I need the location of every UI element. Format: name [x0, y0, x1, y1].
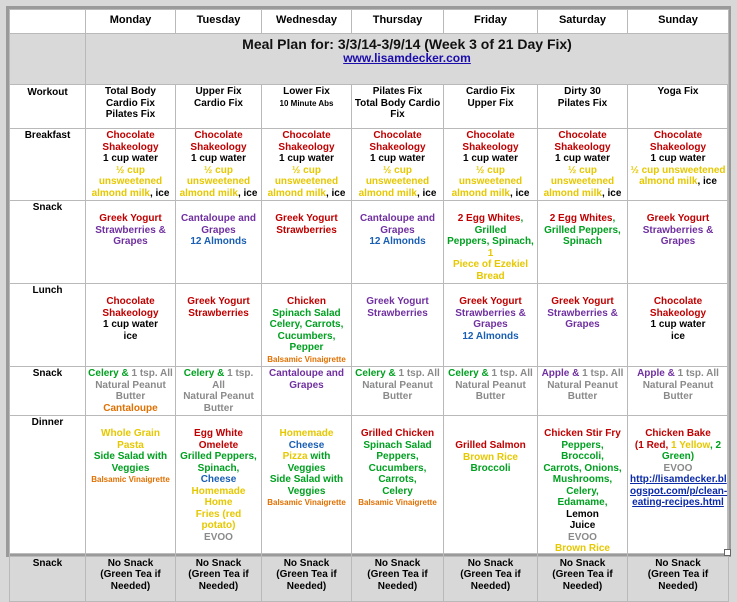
snack-cell: 2 Egg Whites, Grilled Peppers, Spinach: [538, 201, 628, 284]
breakfast-cell: Chocolate Shakeology 1 cup water ½ cup unsweetened almond milk, ice: [176, 129, 262, 201]
snack-row-1: [10, 201, 729, 284]
breakfast-row: [10, 129, 729, 201]
row-label-snack: Snack: [10, 556, 86, 601]
snack-cell: Greek Yogurt Strawberries & Grapes: [628, 201, 729, 284]
corner-cell: [10, 10, 86, 34]
day-header-row: [10, 10, 729, 34]
row-label-lunch: Lunch: [10, 284, 86, 367]
day-header: Wednesday: [262, 10, 352, 34]
lunch-cell: Chocolate Shakeology 1 cup water ice: [86, 284, 176, 367]
meal-plan-table: [9, 9, 729, 602]
snack-row-2: [10, 367, 729, 416]
site-link[interactable]: www.lisamdecker.com: [343, 51, 471, 65]
workout-cell: Dirty 30 Pilates Fix: [538, 85, 628, 129]
lunch-cell: Greek Yogurt Strawberries: [352, 284, 444, 367]
snack-cell: Celery & 1 tsp. All Natural Peanut Butter Cantaloupe: [86, 367, 176, 416]
snack-cell: No Snack (Green Tea if Needed): [444, 556, 538, 601]
lunch-cell: Greek Yogurt Strawberries & Grapes: [538, 284, 628, 367]
title-row: [10, 34, 729, 85]
day-header: Friday: [444, 10, 538, 34]
day-header: Tuesday: [176, 10, 262, 34]
dinner-cell: Homemade Cheese Pizza with Veggies Side Salad with Veggies Balsamic Vinaigrette: [262, 416, 352, 557]
workout-cell: Cardio Fix Upper Fix: [444, 85, 538, 129]
snack-cell: Celery & 1 tsp. All Natural Peanut Butter: [176, 367, 262, 416]
dinner-cell: Grilled Salmon Brown Rice Broccoli: [444, 416, 538, 557]
lunch-cell: Greek Yogurt Strawberries: [176, 284, 262, 367]
day-header: Saturday: [538, 10, 628, 34]
recipe-link[interactable]: ogspot.com/p/clean-: [630, 485, 728, 497]
lunch-cell: Chocolate Shakeology 1 cup water ice: [628, 284, 729, 367]
meal-plan-sheet: [6, 6, 731, 592]
workout-cell: Upper Fix Cardio Fix: [176, 85, 262, 129]
snack-cell: Greek Yogurt Strawberries & Grapes: [86, 201, 176, 284]
dinner-cell: Chicken Bake (1 Red, 1 Yellow, 2 Green) EVOO http://lisamdecker.bl ogspot.com/p/clean- eating-recipes.html: [628, 416, 729, 557]
snack-cell: Cantaloupe and Grapes 12 Almonds: [352, 201, 444, 284]
day-header: Monday: [86, 10, 176, 34]
row-label-snack: Snack: [10, 367, 86, 416]
snack-cell: Apple & 1 tsp. All Natural Peanut Butter: [628, 367, 729, 416]
lunch-cell: Chicken Spinach Salad Celery, Carrots, Cucumbers, Pepper Balsamic Vinaigrette: [262, 284, 352, 367]
recipe-link[interactable]: eating-recipes.html: [632, 497, 724, 508]
dinner-row: [10, 416, 729, 557]
snack-row-3: [10, 556, 729, 601]
resize-handle[interactable]: [724, 549, 731, 556]
snack-cell: No Snack (Green Tea if Needed): [538, 556, 628, 601]
lunch-row: [10, 284, 729, 367]
snack-cell: No Snack (Green Tea if Needed): [262, 556, 352, 601]
snack-cell: No Snack (Green Tea if Needed): [628, 556, 729, 601]
title-cell: [86, 34, 729, 85]
snack-cell: Celery & 1 tsp. All Natural Peanut Butter: [352, 367, 444, 416]
row-label-snack: Snack: [10, 201, 86, 284]
workout-cell: Total Body Cardio Fix Pilates Fix: [86, 85, 176, 129]
snack-cell: No Snack (Green Tea if Needed): [352, 556, 444, 601]
day-header: Sunday: [628, 10, 729, 34]
breakfast-cell: Chocolate Shakeology 1 cup water ½ cup unsweetened almond milk, ice: [444, 129, 538, 201]
breakfast-cell: Chocolate Shakeology 1 cup water ½ cup unsweetened almond milk, ice: [628, 129, 729, 201]
dinner-cell: Egg White Omelete Grilled Peppers, Spinach, Cheese Homemade Home Fries (red potato) EVOO: [176, 416, 262, 557]
snack-cell: Celery & 1 tsp. All Natural Peanut Butter: [444, 367, 538, 416]
snack-cell: Cantaloupe and Grapes 12 Almonds: [176, 201, 262, 284]
workout-cell: Pilates Fix Total Body Cardio Fix: [352, 85, 444, 129]
row-label-dinner: Dinner: [10, 416, 86, 557]
row-label-workout: Workout: [10, 85, 86, 129]
page-title: Meal Plan for: 3/3/14-3/9/14 (Week 3 of 21 Day Fix): [242, 36, 572, 52]
row-label-breakfast: Breakfast: [10, 129, 86, 201]
breakfast-cell: Chocolate Shakeology 1 cup water ½ cup unsweetened almond milk, ice: [86, 129, 176, 201]
day-header: Thursday: [352, 10, 444, 34]
snack-cell: Apple & 1 tsp. All Natural Peanut Butter: [538, 367, 628, 416]
workout-row: [10, 85, 729, 129]
dinner-cell: Chicken Stir Fry Peppers, Broccoli, Carrots, Onions, Mushrooms, Celery, Edamame, Lemon Juice EVOO Brown Rice: [538, 416, 628, 557]
title-left-cell: [10, 34, 86, 85]
breakfast-cell: Chocolate Shakeology 1 cup water ½ cup unsweetened almond milk, ice: [538, 129, 628, 201]
snack-cell: Cantaloupe and Grapes: [262, 367, 352, 416]
breakfast-cell: Chocolate Shakeology 1 cup water ½ cup unsweetened almond milk, ice: [262, 129, 352, 201]
dinner-cell: Grilled Chicken Spinach Salad Peppers, Cucumbers, Carrots, Celery Balsamic Vinaigrette: [352, 416, 444, 557]
snack-cell: No Snack (Green Tea if Needed): [86, 556, 176, 601]
workout-cell: Lower Fix 10 Minute Abs: [262, 85, 352, 129]
snack-cell: No Snack (Green Tea if Needed): [176, 556, 262, 601]
snack-cell: Greek Yogurt Strawberries: [262, 201, 352, 284]
workout-cell: Yoga Fix: [628, 85, 729, 129]
lunch-cell: Greek Yogurt Strawberries & Grapes 12 Almonds: [444, 284, 538, 367]
breakfast-cell: Chocolate Shakeology 1 cup water ½ cup unsweetened almond milk, ice: [352, 129, 444, 201]
recipe-link[interactable]: http://lisamdecker.bl: [630, 474, 727, 485]
snack-cell: 2 Egg Whites, Grilled Peppers, Spinach, 1 Piece of Ezekiel Bread: [444, 201, 538, 284]
dinner-cell: Whole Grain Pasta Side Salad with Veggies Balsamic Vinaigrette: [86, 416, 176, 557]
